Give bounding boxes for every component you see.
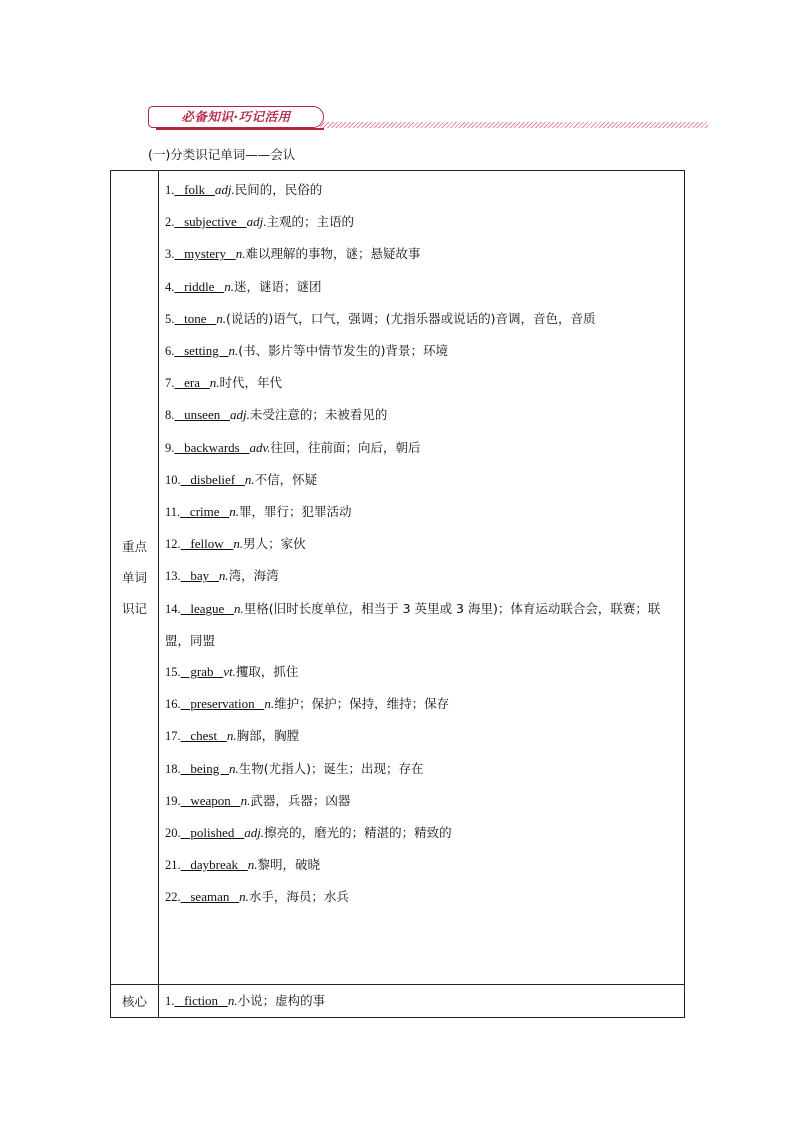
group-label-cell — [111, 171, 159, 985]
entry-number: 21. — [165, 858, 181, 873]
group-label-line: 单词 — [121, 570, 147, 585]
vocab-entry — [165, 399, 676, 431]
vocab-entry — [165, 560, 676, 592]
entry-meaning: 民间的，民俗的 — [234, 182, 323, 197]
entry-meaning: 小说；虚构的事 — [237, 993, 326, 1008]
entry-part-of-speech: n. — [209, 375, 220, 391]
entry-meaning: 未受注意的；未被看见的 — [249, 407, 388, 423]
entry-word: folk — [174, 182, 215, 197]
entry-part-of-speech: n. — [228, 343, 239, 359]
vocab-entry — [165, 849, 676, 881]
entry-meaning: 往回，往前面；向后，朝后 — [270, 439, 421, 455]
vocab-entry — [165, 206, 676, 238]
entry-number: 18. — [165, 761, 181, 776]
entry-meaning: 武器，兵器；凶器 — [250, 792, 351, 808]
group-label-line: 重点 — [121, 539, 147, 554]
word-list-cell — [159, 171, 685, 985]
vocab-entry — [165, 464, 676, 496]
entry-word: grab — [180, 664, 224, 680]
entry-meaning: 罪，罪行；犯罪活动 — [239, 504, 352, 520]
banner-decorative-line — [320, 122, 708, 128]
entry-word: being — [180, 760, 230, 776]
vocab-entry — [165, 985, 676, 1017]
entry-word: riddle — [174, 278, 225, 294]
vocab-entry — [165, 593, 676, 656]
banner-title: 必备知识·巧记活用 — [148, 106, 324, 128]
entry-meaning: (书、影片等中情节发生的)背景；环境 — [238, 343, 449, 359]
entry-word: preservation — [180, 696, 265, 712]
vocab-entry — [165, 271, 676, 303]
entry-word: crime — [180, 504, 230, 520]
entry-number: 5. — [165, 311, 175, 326]
entry-part-of-speech: n. — [233, 536, 244, 552]
entry-meaning: 不信，怀疑 — [254, 471, 318, 487]
section-title: (一)分类识记单词——会认 — [148, 147, 296, 162]
vocab-entry — [165, 303, 676, 335]
entry-part-of-speech: n. — [218, 568, 229, 584]
entry-number: 15. — [165, 665, 181, 680]
entry-meaning: (说话的)语气，口气，强调；(尤指乐器或说话的)音调，音色，音质 — [226, 310, 596, 326]
entry-number: 1. — [165, 183, 175, 197]
entry-word: daybreak — [180, 857, 248, 873]
vocab-entry — [165, 432, 676, 464]
entry-word: backwards — [174, 439, 250, 455]
entry-word: era — [174, 375, 210, 391]
entry-word: tone — [174, 310, 217, 326]
entry-number: 13. — [165, 569, 181, 584]
entry-part-of-speech: adj. — [246, 214, 267, 230]
entry-part-of-speech: n. — [229, 760, 239, 776]
entry-part-of-speech: n. — [234, 600, 244, 616]
entry-word: unseen — [174, 407, 230, 423]
entry-part-of-speech: adv. — [249, 439, 271, 455]
group-label-line: 核心 — [121, 993, 147, 1009]
entry-meaning: 攫取，抓住 — [235, 664, 299, 680]
entry-part-of-speech: n. — [244, 471, 255, 487]
vocab-entry — [165, 496, 676, 528]
entry-word: bay — [180, 568, 219, 584]
vocab-entry — [165, 238, 676, 270]
entry-part-of-speech: n. — [240, 792, 251, 808]
entry-number: 20. — [165, 826, 181, 841]
entry-word: disbelief — [180, 471, 245, 487]
entry-word: seaman — [180, 889, 240, 905]
entry-word: chest — [180, 728, 227, 744]
entry-meaning: 水手，海员；水兵 — [248, 889, 349, 905]
group-row-key-words — [111, 171, 685, 985]
vocab-entry — [165, 785, 676, 817]
entry-number: 7. — [165, 376, 175, 391]
entry-word: subjective — [174, 214, 247, 230]
entry-number: 19. — [165, 793, 181, 808]
vocab-entry — [165, 817, 676, 849]
entry-part-of-speech: n. — [227, 993, 238, 1008]
vocab-entry — [165, 656, 676, 688]
vocab-table — [110, 170, 685, 1018]
entry-meaning: 男人；家伙 — [243, 536, 306, 552]
vocab-entry — [165, 753, 676, 785]
entry-number: 3. — [165, 247, 175, 262]
entry-word: weapon — [180, 792, 241, 808]
entry-part-of-speech: vt. — [223, 664, 236, 680]
entry-meaning: 擦亮的，磨光的；精湛的；精致的 — [264, 825, 452, 841]
entry-part-of-speech: n. — [229, 504, 240, 520]
vocab-entry — [165, 367, 676, 399]
entry-meaning: 胸部，胸膛 — [236, 728, 300, 744]
entry-meaning: 黎明，破晓 — [257, 857, 321, 873]
entry-word: mystery — [174, 246, 236, 262]
entry-number: 16. — [165, 697, 181, 712]
entry-part-of-speech: adj. — [214, 182, 235, 197]
entry-number: 22. — [165, 890, 181, 905]
entry-part-of-speech: n. — [239, 889, 249, 905]
entry-number: 9. — [165, 440, 175, 455]
entry-meaning: 湾，海湾 — [228, 568, 279, 584]
group-label-line: 识记 — [121, 601, 147, 616]
entry-meaning: 难以理解的事物，谜；悬疑故事 — [245, 246, 421, 262]
entry-number: 2. — [165, 215, 175, 230]
entry-number: 1. — [165, 994, 175, 1008]
vocab-entry — [165, 174, 676, 206]
entry-part-of-speech: n. — [247, 857, 258, 873]
vocab-entry — [165, 335, 676, 367]
entry-number: 6. — [165, 344, 175, 359]
vocab-entry — [165, 528, 676, 560]
entry-part-of-speech: n. — [264, 696, 275, 712]
entry-number: 8. — [165, 408, 175, 423]
entry-number: 17. — [165, 729, 181, 744]
banner-underline — [156, 128, 324, 130]
entry-word: setting — [174, 343, 229, 359]
entry-word: fellow — [180, 536, 234, 552]
entry-part-of-speech: adj. — [229, 407, 250, 423]
entry-part-of-speech: n. — [216, 310, 227, 326]
entry-word: polished — [180, 825, 245, 841]
entry-part-of-speech: n. — [224, 278, 234, 294]
group-row-core — [111, 985, 685, 1018]
entry-meaning: 里格(旧时长度单位，相当于 3 英里或 3 海里)；体育运动联合会，联赛；联盟，同盟 — [165, 600, 661, 648]
word-list-cell — [159, 985, 685, 1018]
entry-meaning: 时代，年代 — [219, 375, 283, 391]
vocab-entry — [165, 720, 676, 752]
entry-part-of-speech: n. — [226, 728, 237, 744]
entry-meaning: 迷，谜语；谜团 — [233, 278, 322, 294]
entry-number: 4. — [165, 279, 175, 294]
entry-meaning: 维护；保护；保持，维持；保存 — [274, 696, 450, 712]
entry-meaning: 生物(尤指人)；诞生；出现；存在 — [238, 760, 424, 776]
vocab-entry — [165, 881, 676, 913]
entry-meaning: 主观的；主语的 — [266, 214, 354, 230]
section-banner — [148, 106, 708, 132]
entry-number: 12. — [165, 537, 181, 552]
vocab-entry — [165, 688, 676, 720]
group-label-cell — [111, 985, 159, 1018]
entry-part-of-speech: adj. — [244, 825, 265, 841]
entry-number: 14. — [165, 601, 181, 616]
entry-number: 10. — [165, 472, 181, 487]
entry-number: 11. — [165, 505, 181, 520]
entry-word: fiction — [174, 993, 228, 1008]
entry-word: league — [180, 600, 235, 616]
entry-part-of-speech: n. — [235, 246, 246, 262]
